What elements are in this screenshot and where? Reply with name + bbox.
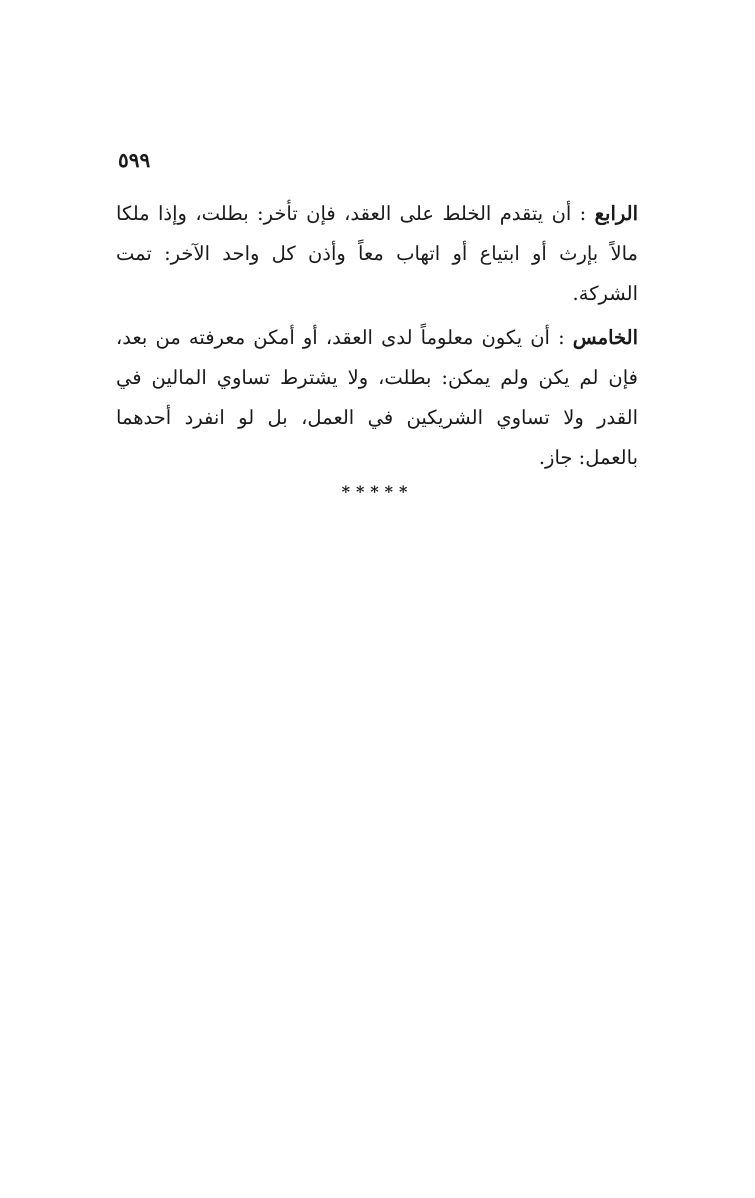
paragraph-body: : أن يتقدم الخلط على العقد، فإن تأخر: بطلت، وإذا ملكا مالاً بإرث أو ابتياع أو اتهاب معاً وأذن كل واحد الآخر: تمت الشركة. [116,202,638,305]
main-text [116,194,638,478]
paragraph-body: : أن يكون معلوماً لدى العقد، أو أمكن معرفته من بعد، فإن لم يكن ولم يمكن: بطلت، ولا يشترط تساوي المالين في القدر ولا تساوي الشريكين في العمل، بل لو انفرد أحدهما بالعمل: جاز. [116,326,638,469]
paragraph-fifth-condition [116,318,638,478]
paragraph-heading: الخامس [572,326,638,349]
paragraph-heading: الرابع [594,202,638,225]
page-number: ٥٩٩ [118,148,151,172]
section-separator: ***** [341,482,414,501]
paragraph-fourth-condition [116,194,638,314]
